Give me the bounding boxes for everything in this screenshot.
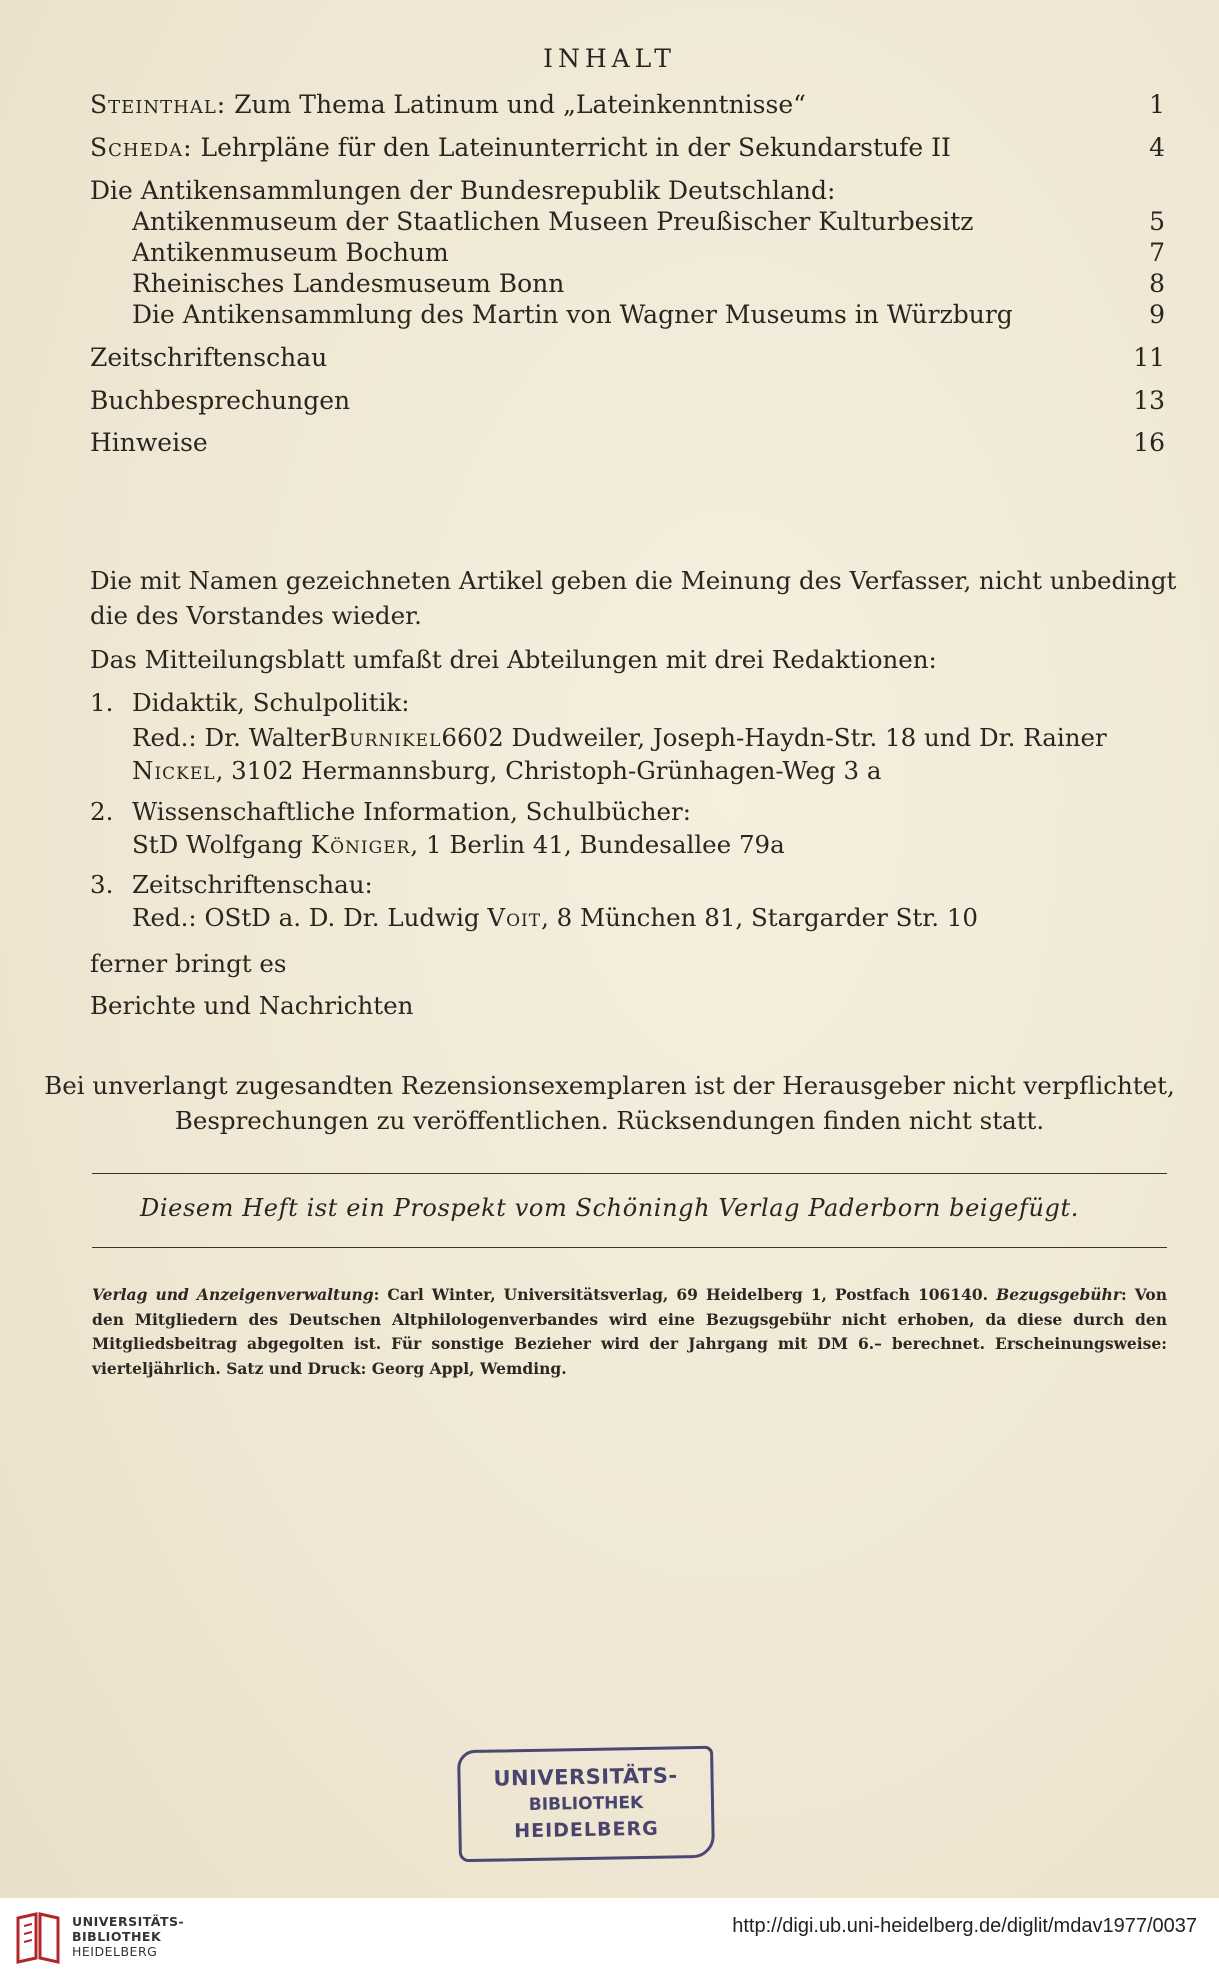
section-title: Zeitschriftenschau:	[132, 870, 373, 899]
toc-title: Zum Thema Latinum und „Lateinkenntnisse“	[226, 90, 806, 119]
toc-entry	[90, 133, 1165, 162]
editor-text-post: , 1 Berlin 41, Bundesallee 79a	[410, 830, 785, 859]
editor-name: Voit	[487, 903, 542, 932]
imprint-label: Bezugsgebühr	[996, 1285, 1121, 1304]
toc-page: 13	[1133, 386, 1165, 415]
editor-name: Königer	[310, 830, 411, 859]
section-editor-line	[132, 756, 882, 785]
contents-heading: INHALT	[543, 44, 676, 73]
toc-entry	[90, 428, 1165, 457]
toc-page: 16	[1133, 428, 1165, 457]
logo-text-line: HEIDELBERG	[72, 1944, 158, 1959]
footer-bar	[0, 1898, 1219, 1980]
toc-subentry	[132, 238, 1165, 267]
editor-text-post: 6602 Dudweiler, Joseph-Haydn-Str. 18 und Dr. Rainer	[441, 723, 1107, 752]
toc-subentry	[132, 269, 1165, 298]
toc-title: Antikenmuseum der Staatlichen Museen Preußischer Kulturbesitz	[132, 207, 974, 236]
logo-text-line: BIBLIOTHEK	[72, 1929, 162, 1944]
toc-title: Zeitschriftenschau	[90, 343, 328, 372]
imprint-label: Verlag und Anzeigenverwaltung	[92, 1285, 374, 1304]
toc-title: Rheinisches Landesmuseum Bonn	[132, 269, 565, 298]
toc-author: Scheda:	[90, 133, 193, 162]
imprint	[92, 1283, 1167, 1381]
toc-page: 1	[1149, 90, 1165, 119]
insert-note: Diesem Heft ist ein Prospekt vom Schöningh Verlag Paderborn beigefügt.	[140, 1194, 1079, 1222]
section-title: Wissenschaftliche Information, Schulbücher:	[132, 797, 692, 826]
editor-name: Nickel	[132, 756, 216, 785]
review-note-line: Besprechungen zu veröffentlichen. Rücksendungen finden nicht statt.	[174, 1106, 1045, 1135]
disclaimer-line: die des Vorstandes wieder.	[90, 601, 422, 630]
toc-author: Steinthal:	[90, 90, 227, 119]
editor-text-pre: Red.: Dr. Walter	[132, 723, 331, 752]
disclaimer-line: Die mit Namen gezeichneten Artikel geben die Meinung des Verfasser, nicht unbedingt	[90, 566, 1177, 595]
section-editor-line	[132, 830, 785, 859]
divider	[92, 1173, 1167, 1174]
toc-entry	[90, 386, 1165, 415]
editor-text-post: , 3102 Hermannsburg, Christoph-Grünhagen-Weg 3 a	[215, 756, 882, 785]
section-number: 3.	[90, 870, 114, 899]
toc-page: 7	[1149, 238, 1165, 267]
toc-title: Lehrpläne für den Lateinunterricht in der Sekundarstufe II	[192, 133, 951, 162]
stamp-line: HEIDELBERG	[514, 1817, 659, 1843]
editor-text-post: , 8 München 81, Stargarder Str. 10	[541, 903, 979, 932]
sections-intro: Das Mitteilungsblatt umfaßt drei Abteilungen mit drei Redaktionen:	[90, 645, 937, 674]
imprint-text: : Von den Mitgliedern des Deutschen Altphilologenverbandes wird eine Bezugsgebühr nicht erhoben, da diese durch den Mitgliedsbeitrag abgegolten ist. Für sonstige Bezieher wird der Jahrgang mit DM 6.– berechnet. Erscheinungsweise: vierteljährlich. Satz und Druck: Georg Appl, Wemding.	[92, 1285, 1167, 1378]
imprint-text: : Carl Winter, Universitätsverlag, 69 Heidelberg 1, Postfach 106140.	[373, 1285, 997, 1304]
toc-page: 9	[1149, 300, 1165, 329]
editor-text-pre: StD Wolfgang	[132, 830, 311, 859]
toc-page: 11	[1133, 343, 1165, 372]
extra-line: ferner bringt es	[90, 949, 287, 978]
stamp-line: UNIVERSITÄTS-	[493, 1763, 678, 1791]
section-title: Didaktik, Schulpolitik:	[132, 688, 410, 717]
logo-text-line: UNIVERSITÄTS-	[72, 1914, 185, 1929]
toc-entry	[90, 90, 1165, 119]
toc-title: Die Antikensammlung des Martin von Wagner Museums in Würzburg	[132, 300, 1013, 329]
section-editor-line	[132, 903, 978, 932]
stamp-line: BIBLIOTHEK	[528, 1793, 644, 1815]
toc-page: 8	[1149, 269, 1165, 298]
section-number: 1.	[90, 688, 114, 717]
editor-name: Burnikel	[330, 723, 442, 752]
toc-subentry	[132, 207, 1165, 236]
toc-title: Buchbesprechungen	[90, 386, 351, 415]
toc-page: 4	[1149, 133, 1165, 162]
extra-line: Berichte und Nachrichten	[90, 991, 414, 1020]
section-editor-line	[132, 723, 1167, 752]
toc-entry	[90, 343, 1165, 372]
section-number: 2.	[90, 797, 114, 826]
toc-page: 5	[1149, 207, 1165, 236]
toc-subentry	[132, 300, 1165, 329]
toc-title: Hinweise	[90, 428, 208, 457]
library-stamp	[457, 1746, 715, 1862]
toc-title: Antikenmuseum Bochum	[132, 238, 449, 267]
editor-text-pre: Red.: OStD a. D. Dr. Ludwig	[132, 903, 488, 932]
review-note-line: Bei unverlangt zugesandten Rezensionsexemplaren ist der Herausgeber nicht verpflichtet,	[44, 1071, 1175, 1100]
library-logo-icon	[14, 1912, 64, 1966]
divider	[92, 1247, 1167, 1248]
source-url[interactable]: http://digi.ub.uni-heidelberg.de/diglit/mdav1977/0037	[732, 1915, 1197, 1937]
toc-group-title: Die Antikensammlungen der Bundesrepublik Deutschland:	[90, 176, 836, 205]
